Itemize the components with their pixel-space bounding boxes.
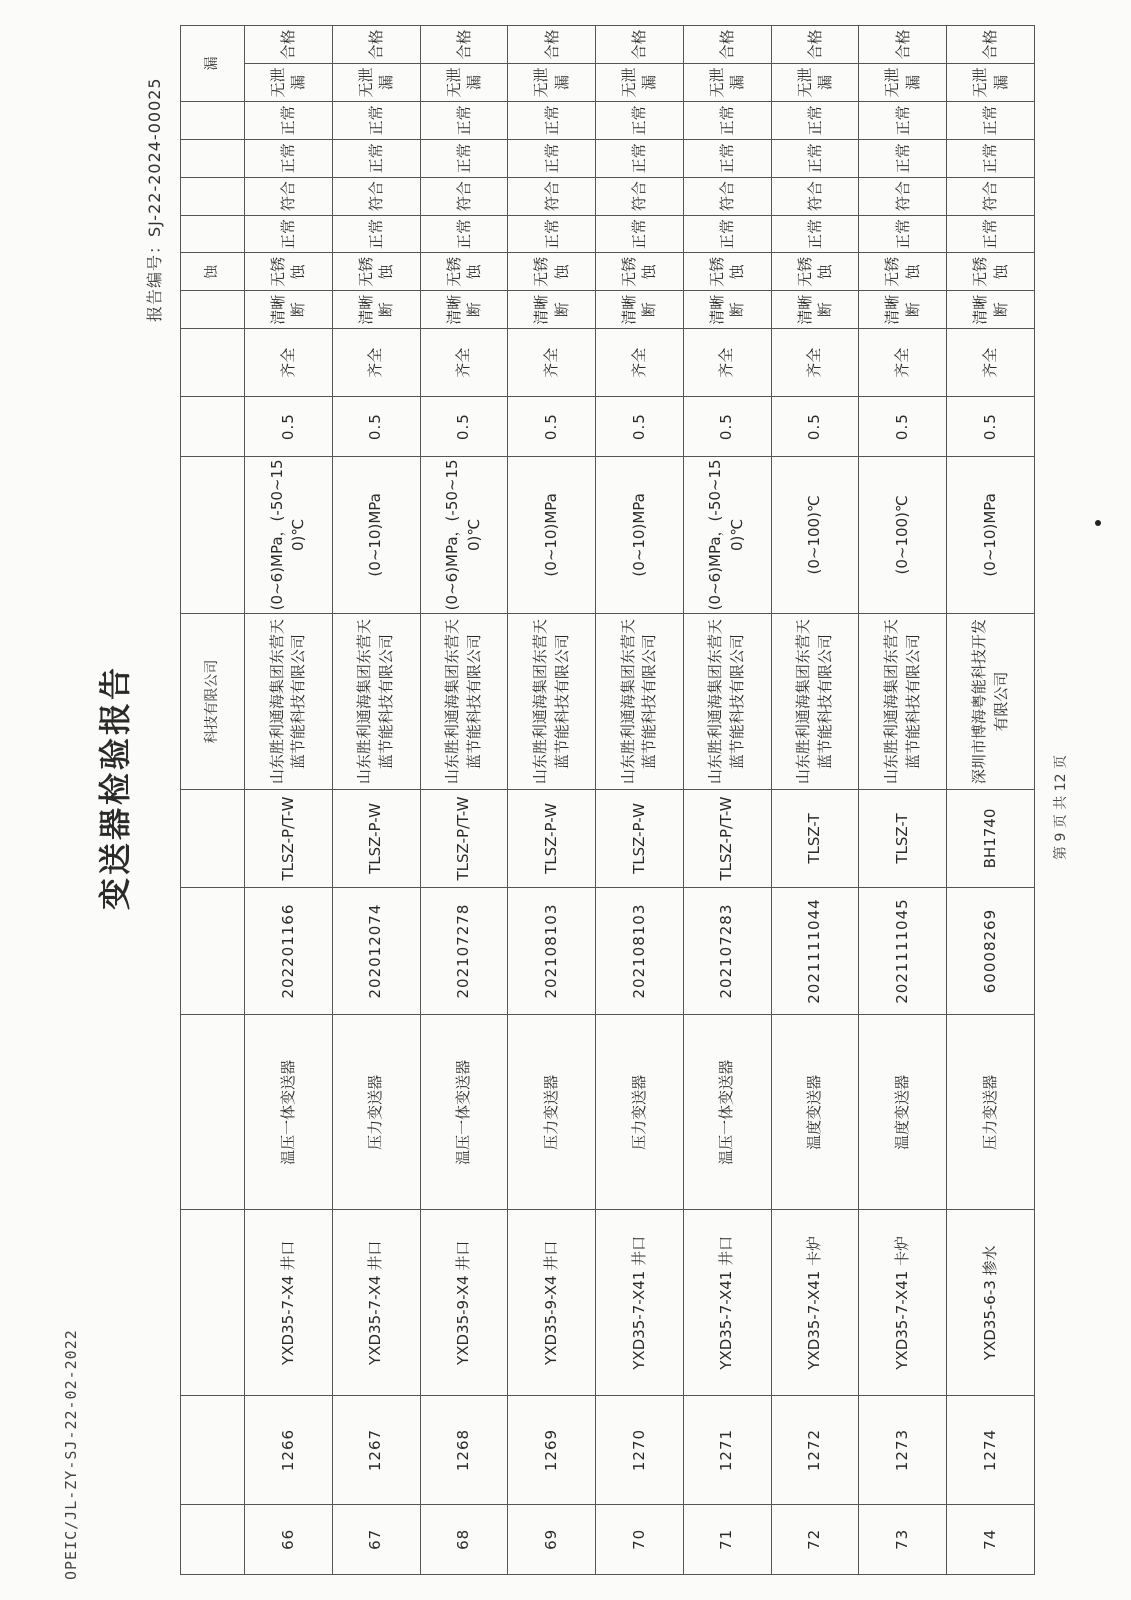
cell-row-index: 71 (683, 1504, 771, 1574)
cell-check-a: 正常 (245, 215, 333, 253)
cell-result: 合格 (332, 26, 420, 64)
cell-model: TLSZ-P/T-W (420, 790, 508, 887)
header-cell (181, 291, 245, 329)
cell-model: TLSZ-P-W (332, 790, 420, 887)
table-row (947, 26, 1035, 1575)
cell-device-name: 压力变送器 (947, 1015, 1035, 1210)
header-cell (181, 456, 245, 613)
cell-clarity: 清晰断 (420, 291, 508, 329)
cell-check-b: 符合 (683, 177, 771, 215)
cell-clarity: 清晰断 (859, 291, 947, 329)
cell-clarity: 清晰断 (508, 291, 596, 329)
cell-location: YXD35-7-X4 井口 (245, 1210, 333, 1396)
cell-location: YXD35-6-3 掺水 (947, 1210, 1035, 1396)
cell-serial-number: 202107278 (420, 887, 508, 1015)
cell-measuring-range: (0~6)MPa，(-50~150)℃ (245, 456, 333, 613)
cell-check-a: 正常 (508, 215, 596, 253)
header-cell (181, 329, 245, 397)
cell-asset-id: 1266 (245, 1396, 333, 1504)
header-cell (181, 1210, 245, 1396)
table-row (683, 26, 771, 1575)
cell-manufacturer: 山东胜利通海集团东营天蓝节能科技有限公司 (596, 613, 684, 789)
header-cell (181, 887, 245, 1015)
cell-check-c: 正常 (332, 139, 420, 177)
header-cell (181, 177, 245, 215)
cell-model: TLSZ-P/T-W (683, 790, 771, 887)
cell-serial-number: 60008269 (947, 887, 1035, 1015)
cell-leak-check: 无泄漏 (683, 64, 771, 102)
cell-asset-id: 1272 (771, 1396, 859, 1504)
cell-device-name: 温度变送器 (859, 1015, 947, 1210)
cell-measuring-range: (0~6)MPa，(-50~150)℃ (420, 456, 508, 613)
cell-location: YXD35-7-X4 井口 (332, 1210, 420, 1396)
cell-device-name: 温压一体变送器 (420, 1015, 508, 1210)
cell-accuracy-class: 0.5 (245, 397, 333, 457)
cell-device-name: 压力变送器 (596, 1015, 684, 1210)
cell-manufacturer: 深圳市博海粤能科技开发有限公司 (947, 613, 1035, 789)
cell-model: TLSZ-P-W (596, 790, 684, 887)
cell-rust-check: 无锈蚀 (508, 253, 596, 291)
cell-row-index: 66 (245, 1504, 333, 1574)
cell-leak-check: 无泄漏 (859, 64, 947, 102)
table-row (771, 26, 859, 1575)
table-row (859, 26, 947, 1575)
cell-accuracy-class: 0.5 (596, 397, 684, 457)
cell-clarity: 清晰断 (683, 291, 771, 329)
cell-check-a: 正常 (683, 215, 771, 253)
cell-measuring-range: (0~6)MPa，(-50~150)℃ (683, 456, 771, 613)
cell-check-d: 正常 (859, 101, 947, 139)
cell-measuring-range: (0~10)MPa (596, 456, 684, 613)
cell-measuring-range: (0~10)MPa (947, 456, 1035, 613)
cell-rust-check: 无锈蚀 (771, 253, 859, 291)
cell-accuracy-class: 0.5 (420, 397, 508, 457)
cell-check-d: 正常 (771, 101, 859, 139)
cell-location: YXD35-7-X41 井口 (683, 1210, 771, 1396)
document-code: OPEIC/JL-ZY-SJ-22-02-2022 (62, 1329, 80, 1580)
inspection-table (180, 25, 1035, 1575)
report-number: 报告编号：SJ-22-2024-00025 (145, 77, 164, 322)
cell-rust-check: 无锈蚀 (683, 253, 771, 291)
cell-check-b: 符合 (947, 177, 1035, 215)
cell-location: YXD35-9-X4 井口 (508, 1210, 596, 1396)
header-cell: 蚀 (181, 253, 245, 291)
cell-accuracy-class: 0.5 (683, 397, 771, 457)
cell-asset-id: 1274 (947, 1396, 1035, 1504)
cell-manufacturer: 山东胜利通海集团东营天蓝节能科技有限公司 (683, 613, 771, 789)
header-cell (181, 1504, 245, 1574)
cell-check-d: 正常 (332, 101, 420, 139)
cell-result: 合格 (596, 26, 684, 64)
cell-check-c: 正常 (508, 139, 596, 177)
table-row (332, 26, 420, 1575)
cell-marking: 齐全 (508, 329, 596, 397)
cell-check-b: 符合 (508, 177, 596, 215)
cell-leak-check: 无泄漏 (596, 64, 684, 102)
cell-result: 合格 (683, 26, 771, 64)
cell-check-d: 正常 (245, 101, 333, 139)
cell-asset-id: 1271 (683, 1396, 771, 1504)
cell-asset-id: 1270 (596, 1396, 684, 1504)
cell-device-name: 压力变送器 (508, 1015, 596, 1210)
cell-measuring-range: (0~100)℃ (771, 456, 859, 613)
cell-row-index: 73 (859, 1504, 947, 1574)
cell-check-b: 符合 (596, 177, 684, 215)
cell-rust-check: 无锈蚀 (332, 253, 420, 291)
cell-check-d: 正常 (596, 101, 684, 139)
cell-accuracy-class: 0.5 (508, 397, 596, 457)
cell-check-c: 正常 (683, 139, 771, 177)
cell-row-index: 74 (947, 1504, 1035, 1574)
cell-check-c: 正常 (771, 139, 859, 177)
header-cell: 漏 (181, 26, 245, 102)
cell-check-d: 正常 (683, 101, 771, 139)
table-header-row (181, 26, 245, 1575)
cell-model: TLSZ-P-W (508, 790, 596, 887)
cell-device-name: 温压一体变送器 (683, 1015, 771, 1210)
cell-check-b: 符合 (245, 177, 333, 215)
cell-location: YXD35-7-X41 卡炉 (771, 1210, 859, 1396)
cell-marking: 齐全 (420, 329, 508, 397)
cell-check-c: 正常 (596, 139, 684, 177)
cell-leak-check: 无泄漏 (245, 64, 333, 102)
cell-clarity: 清晰断 (596, 291, 684, 329)
cell-manufacturer: 山东胜利通海集团东营天蓝节能科技有限公司 (332, 613, 420, 789)
ink-dot (1095, 520, 1101, 526)
cell-model: BH1740 (947, 790, 1035, 887)
cell-rust-check: 无锈蚀 (859, 253, 947, 291)
cell-clarity: 清晰断 (771, 291, 859, 329)
cell-serial-number: 2021111045 (859, 887, 947, 1015)
cell-check-a: 正常 (771, 215, 859, 253)
table-row (596, 26, 684, 1575)
cell-clarity: 清晰断 (245, 291, 333, 329)
header-cell (181, 790, 245, 887)
cell-leak-check: 无泄漏 (508, 64, 596, 102)
cell-check-c: 正常 (947, 139, 1035, 177)
cell-check-a: 正常 (859, 215, 947, 253)
cell-model: TLSZ-T (859, 790, 947, 887)
page-title: 变送器检验报告 (96, 664, 134, 910)
cell-serial-number: 202012074 (332, 887, 420, 1015)
cell-serial-number: 202201166 (245, 887, 333, 1015)
cell-device-name: 温度变送器 (771, 1015, 859, 1210)
cell-result: 合格 (771, 26, 859, 64)
cell-rust-check: 无锈蚀 (245, 253, 333, 291)
cell-check-c: 正常 (420, 139, 508, 177)
cell-row-index: 70 (596, 1504, 684, 1574)
cell-marking: 齐全 (859, 329, 947, 397)
cell-location: YXD35-9-X4 井口 (420, 1210, 508, 1396)
cell-accuracy-class: 0.5 (771, 397, 859, 457)
cell-measuring-range: (0~10)MPa (332, 456, 420, 613)
cell-check-d: 正常 (508, 101, 596, 139)
cell-rust-check: 无锈蚀 (596, 253, 684, 291)
cell-row-index: 67 (332, 1504, 420, 1574)
header-cell (181, 397, 245, 457)
cell-row-index: 68 (420, 1504, 508, 1574)
cell-measuring-range: (0~10)MPa (508, 456, 596, 613)
cell-result: 合格 (508, 26, 596, 64)
cell-result: 合格 (947, 26, 1035, 64)
cell-serial-number: 202108103 (596, 887, 684, 1015)
page-number: 第 9 页 共 12 页 (1053, 755, 1069, 860)
cell-accuracy-class: 0.5 (332, 397, 420, 457)
cell-accuracy-class: 0.5 (947, 397, 1035, 457)
cell-manufacturer: 山东胜利通海集团东营天蓝节能科技有限公司 (771, 613, 859, 789)
cell-check-b: 符合 (332, 177, 420, 215)
cell-device-name: 压力变送器 (332, 1015, 420, 1210)
cell-check-b: 符合 (420, 177, 508, 215)
header-cell (181, 215, 245, 253)
cell-check-a: 正常 (332, 215, 420, 253)
cell-result: 合格 (420, 26, 508, 64)
cell-leak-check: 无泄漏 (420, 64, 508, 102)
cell-leak-check: 无泄漏 (332, 64, 420, 102)
cell-serial-number: 2021111044 (771, 887, 859, 1015)
cell-location: YXD35-7-X41 井口 (596, 1210, 684, 1396)
cell-asset-id: 1273 (859, 1396, 947, 1504)
cell-leak-check: 无泄漏 (947, 64, 1035, 102)
cell-manufacturer: 山东胜利通海集团东营天蓝节能科技有限公司 (859, 613, 947, 789)
cell-measuring-range: (0~100)℃ (859, 456, 947, 613)
table-row (245, 26, 333, 1575)
cell-check-b: 符合 (771, 177, 859, 215)
cell-result: 合格 (245, 26, 333, 64)
cell-marking: 齐全 (245, 329, 333, 397)
cell-check-c: 正常 (245, 139, 333, 177)
cell-location: YXD35-7-X41 卡炉 (859, 1210, 947, 1396)
cell-asset-id: 1267 (332, 1396, 420, 1504)
cell-clarity: 清晰断 (332, 291, 420, 329)
cell-asset-id: 1269 (508, 1396, 596, 1504)
cell-manufacturer: 山东胜利通海集团东营天蓝节能科技有限公司 (508, 613, 596, 789)
cell-model: TLSZ-T (771, 790, 859, 887)
cell-serial-number: 202108103 (508, 887, 596, 1015)
cell-marking: 齐全 (771, 329, 859, 397)
cell-model: TLSZ-P/T-W (245, 790, 333, 887)
cell-manufacturer: 山东胜利通海集团东营天蓝节能科技有限公司 (245, 613, 333, 789)
table-row (420, 26, 508, 1575)
cell-check-b: 符合 (859, 177, 947, 215)
cell-row-index: 69 (508, 1504, 596, 1574)
table-row (508, 26, 596, 1575)
cell-rust-check: 无锈蚀 (420, 253, 508, 291)
cell-asset-id: 1268 (420, 1396, 508, 1504)
cell-accuracy-class: 0.5 (859, 397, 947, 457)
cell-marking: 齐全 (596, 329, 684, 397)
cell-rust-check: 无锈蚀 (947, 253, 1035, 291)
cell-check-d: 正常 (420, 101, 508, 139)
header-cell (181, 101, 245, 139)
cell-check-a: 正常 (420, 215, 508, 253)
header-cell (181, 139, 245, 177)
cell-check-a: 正常 (596, 215, 684, 253)
cell-marking: 齐全 (683, 329, 771, 397)
cell-check-c: 正常 (859, 139, 947, 177)
cell-marking: 齐全 (947, 329, 1035, 397)
cell-leak-check: 无泄漏 (771, 64, 859, 102)
header-cell: 科技有限公司 (181, 613, 245, 789)
cell-manufacturer: 山东胜利通海集团东营天蓝节能科技有限公司 (420, 613, 508, 789)
cell-device-name: 温压一体变送器 (245, 1015, 333, 1210)
cell-clarity: 清晰断 (947, 291, 1035, 329)
cell-serial-number: 202107283 (683, 887, 771, 1015)
header-cell (181, 1015, 245, 1210)
cell-check-d: 正常 (947, 101, 1035, 139)
cell-marking: 齐全 (332, 329, 420, 397)
header-cell (181, 1396, 245, 1504)
cell-result: 合格 (859, 26, 947, 64)
cell-check-a: 正常 (947, 215, 1035, 253)
cell-row-index: 72 (771, 1504, 859, 1574)
